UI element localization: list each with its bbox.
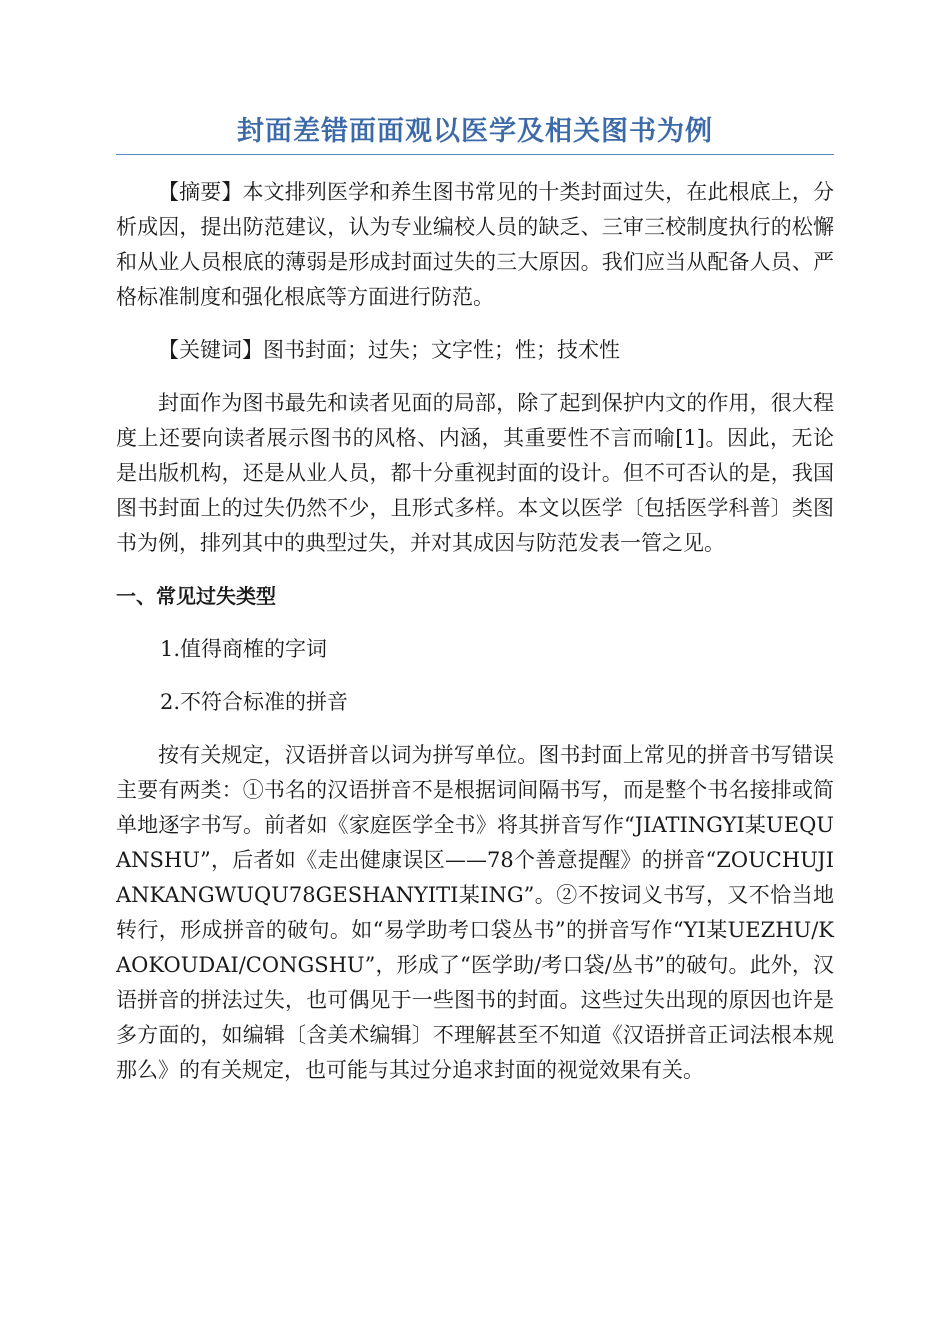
document-page (116, 112, 834, 1088)
list-item: 2.不符合标准的拼音 (160, 690, 349, 714)
document-title: 封面差错面面观以医学及相关图书为例 (237, 116, 713, 147)
intro-paragraph: 封面作为图书最先和读者见面的局部，除了起到保护内文的作用，很大程度上还要向读者展示图书的风格、内涵，其重要性不言而喻[1]。因此，无论是出版机构，还是从业人员，都十分重视封面的设计。但不可否认的是，我国图书封面上的过失仍然不少，且形式多样。本文以医学〔包括医学科普〕类图书为例，排列其中的典型过失，并对其成因与防范发表一管之见。 (116, 391, 834, 555)
keywords-paragraph: 【关键词】图书封面；过失；文字性；性；技术性 (158, 338, 620, 362)
abstract-paragraph: 【摘要】本文排列医学和养生图书常见的十类封面过失，在此根底上，分析成因，提出防范建议，认为专业编校人员的缺乏、三审三校制度执行的松懈和从业人员根底的薄弱是形成封面过失的三大原因。我们应当从配备人员、严格标准制度和强化根底等方面进行防范。 (116, 180, 834, 309)
body-paragraph: 按有关规定，汉语拼音以词为拼写单位。图书封面上常见的拼音书写错误主要有两类：①书名的汉语拼音不是根据词间隔书写，而是整个书名接排或简单地逐字书写。前者如《家庭医学全书》将其拼音写作“JIATINGYI某UEQUANSHU”，后者如《走出健康误区——78个善意提醒》的拼音“ZOUCHUJIANKANGWUQU78GESHANYITI某ING”。②不按词义书写，又不恰当地转行，形成拼音的破句。如“易学助考口袋丛书”的拼音写作“YI某UEZHU/KAOKOUDAI/CONGSHU”，形成了“医学助/考口袋/丛书”的破句。此外，汉语拼音的拼法过失，也可偶见于一些图书的封面。这些过失出现的原因也许是多方面的，如编辑〔含美术编辑〕不理解甚至不知道《汉语拼音正词法根本规那么》的有关规定，也可能与其过分追求封面的视觉效果有关。 (116, 743, 834, 1082)
section-heading: 一、常见过失类型 (116, 584, 276, 608)
title-underline (116, 154, 834, 155)
list-item: 1.值得商榷的字词 (160, 637, 328, 661)
